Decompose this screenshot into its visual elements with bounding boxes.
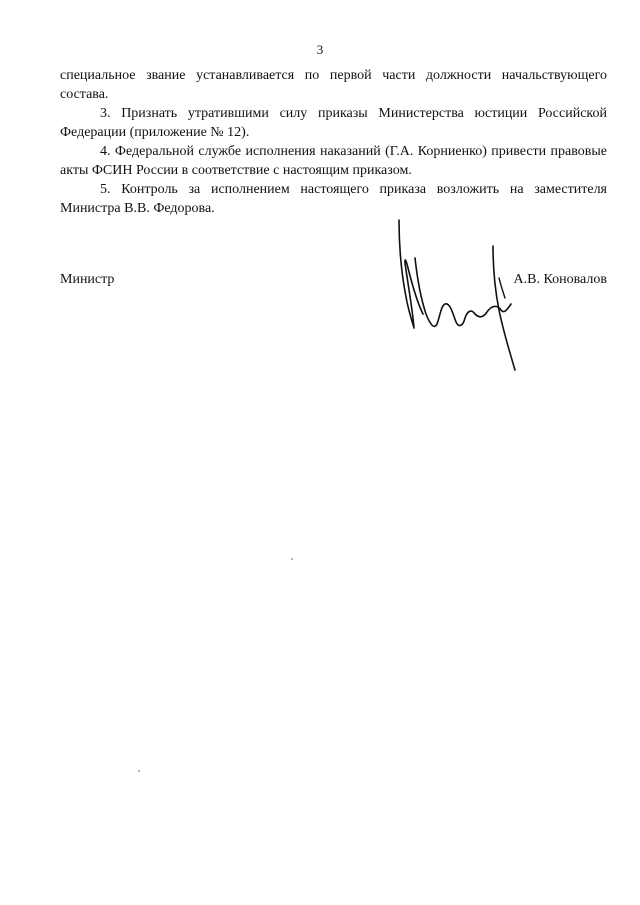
scan-speck (291, 558, 293, 560)
document-body (60, 66, 607, 218)
scan-speck (138, 770, 140, 772)
paragraph-continuation: специальное звание устанавливается по первой части должности начальствующего состава. (60, 68, 607, 102)
handwritten-signature (393, 218, 528, 373)
paragraph-item-4: 4. Федеральной службе исполнения наказаний (Г.А. Корниенко) привести правовые акты ФСИН России в соответствие с настоящим приказом. (60, 144, 607, 178)
paragraph-item-3: 3. Признать утратившими силу приказы Министерства юстиции Российской Федерации (приложение № 12). (60, 106, 607, 140)
signer-name: А.В. Коновалов (513, 272, 607, 287)
page-number: 3 (316, 42, 324, 57)
signer-title: Министр (60, 272, 115, 287)
paragraph-item-5: 5. Контроль за исполнением настоящего приказа возложить на заместителя Министра В.В. Федорова. (60, 182, 607, 216)
